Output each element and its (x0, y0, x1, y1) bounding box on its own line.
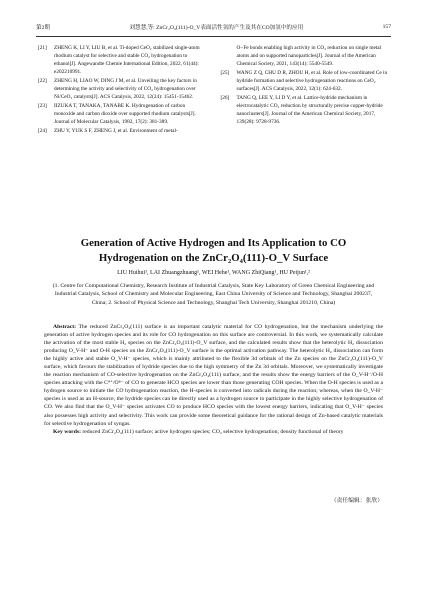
keywords-text: reduced ZnCr₂O₄(111) surface; active hydrogen species; CO₂ selective hydrogenation; density functional of theory (82, 428, 344, 435)
reference-number: [26] (220, 94, 230, 101)
title-line-1: Generation of Active Hydrogen and Its Application to CO (80, 237, 347, 249)
reference-text: ZHU Y, YUK S F, ZHENG J, et al. Environment of metal- (54, 127, 178, 134)
title-line-2: Hydrogenation on the ZnCr₂O₄(111)-O_V Surface (98, 251, 329, 264)
abstract-text: The reduced ZnCr₂O₄(111) surface is an important catalytic material for CO hydrogenation, but the mechanism underlying the generation of active hydrogen species and its role for CO hydrogenation on this surface are controversial. In this work, we systematically calculate the activation of the most stable H₂ species on the ZnCr₂O₄(111)-O_V surface, and the calculated results show that the heterolytic H₂ dissociation producing O_V-H⁻ and O-H species on the ZnCr₂O₄(111)-O_V surface is the optimal activation pathway. The heterolytic H₂ dissociation can form the highly active and stable O_V-H⁻ species, which is mainly attributed to the flexible 3d orbitals of the Zn species on the ZnCr₂O₄(111)-O_V surface, which favours the stabilization of hydride species due to the high symmetry of the Zn 3d orbitals. Moreover, we systematically investigate the reaction mechanism of CO-selective hydrogenation on the ZnCr₂O₄(111) surface, and the results show the energy barriers of the O_V-H⁻/O-H species attacking with the C⁸⁺/O⁸⁻ of CO to generate HCO species are lower than those generating COH species. When the O-H species is used as a hydrogen source to initiate the CO hydrogenation reaction, the H-species is converted into radicals during the reaction; whereas, when the O_V-H⁻ species is used as an H-source, the hydride species can be directly used as a hydrogen source to participate in the highly selective hydrogenation of CO. We also find that the O_V-H⁻ species activates CO to produce HCO species with the lowest energy barriers, indicating that O_V-H⁻ species also possesses high activity and selectivity. This work can provide some theoretical guidance for the rational design of Zn-based catalytic materials for selective hydrogenation of syngas. (44, 324, 383, 427)
editor-credit: （责任编辑：张欣） (330, 498, 383, 504)
abstract-label: Abstract: (53, 324, 77, 330)
issue-number: 第2期 (36, 25, 50, 31)
article-title (40, 236, 387, 265)
running-header (36, 21, 391, 33)
page-number: 157 (382, 24, 391, 30)
reference-continuation (221, 44, 390, 68)
reference-number: [24] (38, 127, 47, 134)
affiliation: (1. Centre for Computational Chemistry, Research Institute of Industrial Catalysis, State Key Laboratory of Green Chemical Engineering and Industrial Catalysis, School of Chemistry and Molecular Engineering, East China University of Science and Technology, Shanghai 200237, China; 2. School of Physical Science and Technology, Shanghai Tech University, Shanghai 201210, China) (52, 283, 375, 306)
reference-number: [21] (38, 45, 47, 51)
reference-text: WANG Z Q, CHU D R, ZHOU H, et al. Role of low-coordinated Ce in hydride formation and selective hydrogenation reactions on CeO₂ surfaces[J]. ACS Catalysis, 2022, 12(1): 624-632. (236, 69, 388, 93)
reference-text: IIZUKA T, TANAKA, TANABE K. Hydrogenation of carbon monoxide and carbon dioxide over supported rhodium catalysts[J]. Journal of Molecular Catalysis, 1982, 17(2): 381-389. (54, 102, 196, 126)
reference-item (221, 94, 390, 126)
reference-text: O−Fe bonds enabling high activity in CO₂ reduction on single metal atoms and on supported nanoparticles[J]. Journal of the American Chemical Society, 2021, 143(14): 5540-5549. (236, 45, 382, 68)
author-list: LIU Huihui¹, LAI Zhuangzhuang¹, WEI Hehe¹, WANG ZhiQiang¹, HU Peijun¹,² (117, 270, 310, 276)
reference-list (38, 44, 389, 135)
keywords-label: Key words: (53, 428, 81, 435)
abstract-paragraph (44, 323, 383, 428)
reference-number: [23] (38, 102, 47, 109)
keywords-paragraph (44, 428, 383, 436)
reference-number-spacer (221, 44, 237, 68)
reference-item (38, 102, 207, 126)
reference-column-right (221, 44, 390, 135)
reference-number: [25] (220, 69, 230, 76)
reference-text: TANG Q, LEE Y, LI D Y, et al. Lattice-hydride mechanism in electrocatalytic CO₂ reduction by structurally precise copper-hydride nanoclusters[J]. Journal of the American Chemical Society, 2017, 139(28): 9728-9736. (236, 94, 383, 126)
header-rule (36, 36, 391, 37)
reference-item (221, 69, 390, 93)
abstract-section (44, 323, 383, 436)
reference-item (38, 77, 207, 101)
reference-item (38, 127, 207, 135)
reference-number: [22] (38, 77, 47, 84)
running-title: 刘慧慧,等: ZnCr₂O₄(111)-O_V表面活性氢的产生及其在CO加氢中的应用 (129, 25, 304, 31)
reference-column-left (38, 44, 207, 135)
reference-item (38, 44, 207, 76)
reference-text: ZHENG H, LIAO W, DING J M, et al. Unveiling the key factors in determining the activity and selectivity of CO₂ hydrogenation over Ni/CeO₂ catalysts[J]. ACS Catalysis, 2022, 12(24): 15451-15462. (54, 77, 197, 101)
reference-text: ZHENG K, LI Y, LIU B, et al. Ti-doped CeO₂ stabilized single-atom rhodium catalyst for selective and stable CO₂ hydrogenation to ethanol[J]. Angewandte Chemie International Edition, 2022, 61(44): e202210991. (54, 45, 200, 76)
